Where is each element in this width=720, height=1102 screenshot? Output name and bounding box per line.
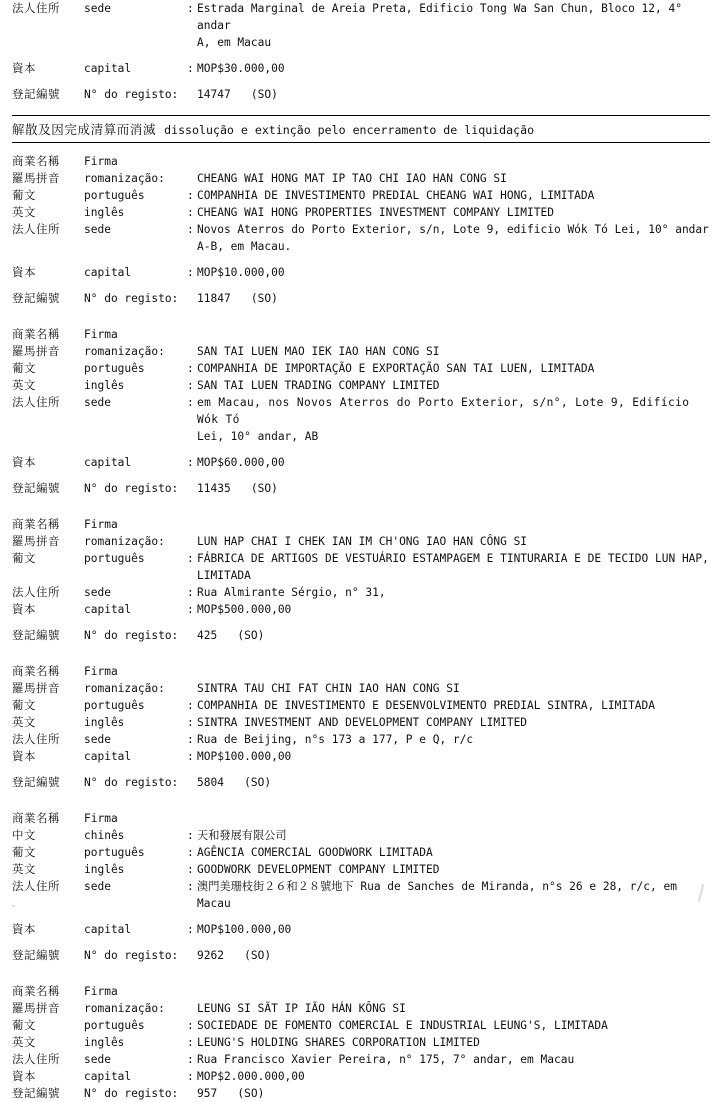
record-entry <box>0 810 720 964</box>
firm-label-cn: 商業名稱 <box>12 984 60 998</box>
portuguese-row <box>12 1017 710 1034</box>
registration-label-cn: 登記編號 <box>12 628 60 642</box>
romanization-row <box>12 170 710 187</box>
romanization-row <box>12 680 710 697</box>
portuguese-label-pt: português <box>84 189 145 202</box>
registration-label-pt: N° do registo: <box>84 88 179 101</box>
portuguese-value: COMPANHIA DE IMPORTAÇÃO E EXPORTAÇÃO SAN TAI LUEN, LIMITADA <box>197 362 595 375</box>
colon: : <box>187 750 194 763</box>
colon: : <box>187 396 194 409</box>
colon <box>187 680 197 697</box>
capital-label-cn: 資本 <box>12 265 36 279</box>
romanization-row <box>12 1000 710 1017</box>
portuguese-value-continuation: LIMITADA <box>197 569 251 582</box>
colon: : <box>187 62 194 75</box>
romanization-value: SAN TAI LUEN MAO IEK IAO HAN CONG SI <box>197 345 440 358</box>
section-heading <box>0 115 720 143</box>
seat-value-continuation: Macau <box>197 897 231 910</box>
english-value: LEUNG'S HOLDING SHARES CORPORATION LIMITED <box>197 1036 480 1049</box>
seat-label-pt: sede <box>84 1053 111 1066</box>
seat-value: Estrada Marginal de Areia Preta, Edificio Tong Wa San Chun, Bloco 12, 4° andar <box>197 2 689 32</box>
chinese-value: 天和發展有限公司 <box>197 829 287 842</box>
english-row <box>12 1034 710 1051</box>
capital-value: MOP$500.000,00 <box>197 603 292 616</box>
firm-row <box>12 326 710 343</box>
rule-bottom <box>12 142 710 143</box>
portuguese-value: AGÊNCIA COMERCIAL GOODWORK LIMITADA <box>197 846 433 859</box>
seat-row <box>12 221 710 238</box>
registration-label-cn: 登記編號 <box>12 775 60 789</box>
portuguese-row <box>12 697 710 714</box>
colon: : <box>187 846 194 859</box>
seat-value: Rua de Beijing, n°s 173 a 177, P e Q, r/c <box>197 733 474 746</box>
capital-value: MOP$30.000,00 <box>197 62 285 75</box>
colon: : <box>187 266 194 279</box>
seat-label-cn: 法人住所 <box>12 585 60 599</box>
english-label-pt: inglês <box>84 863 125 876</box>
english-label-cn: 英文 <box>12 862 36 876</box>
portuguese-label-cn: 葡文 <box>12 845 36 859</box>
capital-value: MOP$10.000,00 <box>197 266 285 279</box>
registration-label-cn: 登記編號 <box>12 481 60 495</box>
romanization-label-cn: 羅馬拼音 <box>12 1001 60 1015</box>
portuguese-value: COMPANHIA DE INVESTIMENTO PREDIAL CHEANG WAI HONG, LIMITADA <box>197 189 595 202</box>
seat-row <box>12 1051 710 1068</box>
seat-value-continuation: A, em Macau <box>197 36 272 49</box>
seat-value-continuation: A-B, em Macau. <box>197 240 292 253</box>
english-label-pt: inglês <box>84 1036 125 1049</box>
romanization-value: LEUNG SI SÃT IP IÃO HÁN KÔNG SI <box>197 1002 406 1015</box>
firm-label-cn: 商業名稱 <box>12 327 60 341</box>
english-label-pt: inglês <box>84 206 125 219</box>
registration-label-cn: 登記編號 <box>12 291 60 305</box>
colon <box>187 480 197 497</box>
colon: : <box>187 586 194 599</box>
romanization-label-pt: romanização: <box>84 345 165 358</box>
registration-value: 5804 (SO) <box>197 776 272 789</box>
seat-label-pt: sede <box>84 2 111 15</box>
romanization-label-pt: romanização: <box>84 682 165 695</box>
seat-label-cn: 法人住所 <box>12 732 60 746</box>
romanization-value: LUN HAP CHAI I CHEK IAN IM CH'ONG IAO HAN CÔNG SI <box>197 535 528 548</box>
seat-label-pt: sede <box>84 880 111 893</box>
firm-row <box>12 810 710 827</box>
portuguese-value: FÁBRICA DE ARTIGOS DE VESTUÁRIO ESTAMPAGEM E TINTURARIA E DE TECIDO LUN HAP, <box>197 552 709 565</box>
seat-row <box>12 584 710 601</box>
colon: : <box>187 699 194 712</box>
registration-value: 9262 (SO) <box>197 949 272 962</box>
section-title <box>12 116 710 142</box>
capital-row <box>12 748 710 765</box>
english-value: GOODWORK DEVELOPMENT COMPANY LIMITED <box>197 863 440 876</box>
colon <box>187 1000 197 1017</box>
english-label-pt: inglês <box>84 379 125 392</box>
registration-label-cn: 登記編號 <box>12 87 60 101</box>
seat-row <box>12 731 710 748</box>
capital-row <box>12 454 710 471</box>
section-title-pt: dissolução e extinção pelo encerramento de liquidação <box>164 123 535 137</box>
colon <box>187 343 197 360</box>
capital-row <box>12 601 710 618</box>
colon <box>187 290 197 307</box>
colon: : <box>187 362 194 375</box>
seat-label-pt: sede <box>84 586 111 599</box>
registration-row <box>12 480 710 497</box>
portuguese-label-pt: português <box>84 362 145 375</box>
registration-label-cn: 登記編號 <box>12 1086 60 1100</box>
firm-label-pt: Firma <box>84 665 118 678</box>
colon <box>187 533 197 550</box>
firm-label-cn: 商業名稱 <box>12 664 60 678</box>
romanization-label-pt: romanização: <box>84 172 165 185</box>
registration-label-pt: N° do registo: <box>84 776 179 789</box>
seat-label-cn: 法人住所 <box>12 1 60 15</box>
seat-label-cn: 法人住所 <box>12 1052 60 1066</box>
colon: : <box>187 206 194 219</box>
romanization-label-pt: romanização: <box>84 1002 165 1015</box>
seat-label-cn: 法人住所 <box>12 879 60 893</box>
capital-value: MOP$60.000,00 <box>197 456 285 469</box>
romanization-label-cn: 羅馬拼音 <box>12 171 60 185</box>
seat-label-pt: sede <box>84 396 111 409</box>
romanization-label-cn: 羅馬拼音 <box>12 344 60 358</box>
colon: : <box>187 552 194 565</box>
portuguese-label-pt: português <box>84 846 145 859</box>
portuguese-row <box>12 360 710 377</box>
capital-row <box>12 921 710 938</box>
registration-label-pt: N° do registo: <box>84 629 179 642</box>
firm-row <box>12 983 710 1000</box>
seat-value: 澳門美珊枝街２６和２８號地下 Rua de Sanches de Miranda, n°s 26 e 28, r/c, em <box>197 880 677 893</box>
portuguese-label-pt: português <box>84 552 145 565</box>
portuguese-label-cn: 葡文 <box>12 188 36 202</box>
portuguese-label-cn: 葡文 <box>12 698 36 712</box>
colon: : <box>187 863 194 876</box>
romanization-row <box>12 533 710 550</box>
registration-label-pt: N° do registo: <box>84 1087 179 1100</box>
colon: : <box>187 716 194 729</box>
capital-value: MOP$100.000,00 <box>197 750 292 763</box>
record-entry <box>0 153 720 307</box>
colon: : <box>187 456 194 469</box>
registration-label-pt: N° do registo: <box>84 482 179 495</box>
colon <box>187 774 197 791</box>
portuguese-row <box>12 187 710 204</box>
portuguese-row <box>12 844 710 861</box>
colon: : <box>187 1053 194 1066</box>
colon <box>187 1085 197 1102</box>
registration-row <box>12 774 710 791</box>
firm-label-cn: 商業名稱 <box>12 154 60 168</box>
seat-value: em Macau, nos Novos Aterros do Porto Exterior, s/n°, Lote 9, Edifício Wók Tó <box>197 396 697 426</box>
firm-row <box>12 153 710 170</box>
capital-value: MOP$2.000.000,00 <box>197 1070 305 1083</box>
romanization-label-cn: 羅馬拼音 <box>12 534 60 548</box>
colon <box>187 627 197 644</box>
seat-label-cn: 法人住所 <box>12 222 60 236</box>
portuguese-label-pt: português <box>84 1019 145 1032</box>
colon <box>187 170 197 187</box>
registration-label-pt: N° do registo: <box>84 292 179 305</box>
capital-label-pt: capital <box>84 603 132 616</box>
capital-label-pt: capital <box>84 750 132 763</box>
chinese-label-cn: 中文 <box>12 828 36 842</box>
capital-row <box>12 264 710 281</box>
seat-value: Rua Francisco Xavier Pereira, n° 175, 7° andar, em Macau <box>197 1053 575 1066</box>
capital-label-pt: capital <box>84 1070 132 1083</box>
english-label-cn: 英文 <box>12 205 36 219</box>
capital-label-cn: 資本 <box>12 602 36 616</box>
record-entry <box>0 326 720 497</box>
registration-value: 14747 (SO) <box>197 88 278 101</box>
record-entry <box>0 663 720 791</box>
seat-row <box>12 0 710 34</box>
portuguese-value: COMPANHIA DE INVESTIMENTO E DESENVOLVIMENTO PREDIAL SINTRA, LIMITADA <box>197 699 656 712</box>
registration-label-cn: 登記編號 <box>12 948 60 962</box>
colon: : <box>187 1036 194 1049</box>
registration-label-pt: N° do registo: <box>84 949 179 962</box>
record-entry <box>0 983 720 1102</box>
seat-value-continuation: Lei, 10° andar, AB <box>197 430 319 443</box>
capital-label-pt: capital <box>84 266 132 279</box>
romanization-value: CHEANG WAI HONG MAT IP TAO CHI IAO HAN CONG SI <box>197 172 507 185</box>
english-value: SAN TAI LUEN TRADING COMPANY LIMITED <box>197 379 440 392</box>
english-row <box>12 861 710 878</box>
registration-row <box>12 947 710 964</box>
firm-label-pt: Firma <box>84 328 118 341</box>
colon: : <box>187 2 194 15</box>
english-row <box>12 377 710 394</box>
registration-value: 11435 (SO) <box>197 482 278 495</box>
firm-label-cn: 商業名稱 <box>12 811 60 825</box>
seat-value: Rua Almirante Sérgio, n° 31, <box>197 586 386 599</box>
romanization-label-cn: 羅馬拼音 <box>12 681 60 695</box>
seat-row <box>12 394 710 428</box>
registration-value: 425 (SO) <box>197 629 265 642</box>
firm-label-pt: Firma <box>84 985 118 998</box>
colon: : <box>187 189 194 202</box>
colon: : <box>187 603 194 616</box>
seat-value: Novos Aterros do Porto Exterior, s/n, Lote 9, edificio Wók Tó Lei, 10° andar <box>197 223 709 236</box>
capital-label-cn: 資本 <box>12 1069 36 1083</box>
capital-value: MOP$100.000,00 <box>197 923 292 936</box>
romanization-value: SINTRA TAU CHI FAT CHIN IAO HAN CONG SI <box>197 682 460 695</box>
english-label-cn: 英文 <box>12 378 36 392</box>
colon: : <box>187 733 194 746</box>
seat-row <box>12 878 710 895</box>
chinese-label-pt: chinês <box>84 829 125 842</box>
record-entry <box>0 516 720 644</box>
colon: : <box>187 1019 194 1032</box>
colon <box>187 86 197 103</box>
registration-row <box>12 627 710 644</box>
firm-label-cn: 商業名稱 <box>12 517 60 531</box>
colon <box>187 947 197 964</box>
portuguese-label-pt: português <box>84 699 145 712</box>
english-label-pt: inglês <box>84 716 125 729</box>
colon: : <box>187 829 194 842</box>
capital-label-cn: 資本 <box>12 922 36 936</box>
seat-label-pt: sede <box>84 733 111 746</box>
colon: : <box>187 1070 194 1083</box>
registration-value: 957 (SO) <box>197 1087 265 1100</box>
registration-row <box>12 86 710 103</box>
english-value: SINTRA INVESTMENT AND DEVELOPMENT COMPANY LIMITED <box>197 716 528 729</box>
chinese-row <box>12 827 710 844</box>
english-row <box>12 204 710 221</box>
firm-row <box>12 663 710 680</box>
colon: : <box>187 880 194 893</box>
capital-label-pt: capital <box>84 456 132 469</box>
seat-label-cn: 法人住所 <box>12 395 60 409</box>
capital-label-pt: capital <box>84 62 132 75</box>
portuguese-label-cn: 葡文 <box>12 551 36 565</box>
portuguese-label-cn: 葡文 <box>12 1018 36 1032</box>
firm-label-pt: Firma <box>84 155 118 168</box>
romanization-row <box>12 343 710 360</box>
colon: : <box>187 223 194 236</box>
portuguese-value: SOCIEDADE DE FOMENTO COMERCIAL E INDUSTRIAL LEUNG'S, LIMITADA <box>197 1019 608 1032</box>
capital-label-pt: capital <box>84 923 132 936</box>
portuguese-row <box>12 550 710 567</box>
capital-row <box>12 60 710 77</box>
capital-label-cn: 資本 <box>12 749 36 763</box>
registration-row <box>12 1085 710 1102</box>
english-value: CHEANG WAI HONG PROPERTIES INVESTMENT COMPANY LIMITED <box>197 206 554 219</box>
portuguese-label-cn: 葡文 <box>12 361 36 375</box>
record-partial-top <box>0 0 720 103</box>
section-title-cn: 解散及因完成清算而消滅 <box>12 122 157 137</box>
colon: : <box>187 379 194 392</box>
firm-label-pt: Firma <box>84 812 118 825</box>
capital-label-cn: 資本 <box>12 455 36 469</box>
firm-label-pt: Firma <box>84 518 118 531</box>
english-row <box>12 714 710 731</box>
english-label-cn: 英文 <box>12 1035 36 1049</box>
registration-row <box>12 290 710 307</box>
capital-row <box>12 1068 710 1085</box>
colon: : <box>187 923 194 936</box>
capital-label-cn: 資本 <box>12 61 36 75</box>
seat-label-pt: sede <box>84 223 111 236</box>
registration-value: 11847 (SO) <box>197 292 278 305</box>
romanization-label-pt: romanização: <box>84 535 165 548</box>
english-label-cn: 英文 <box>12 715 36 729</box>
firm-row <box>12 516 710 533</box>
